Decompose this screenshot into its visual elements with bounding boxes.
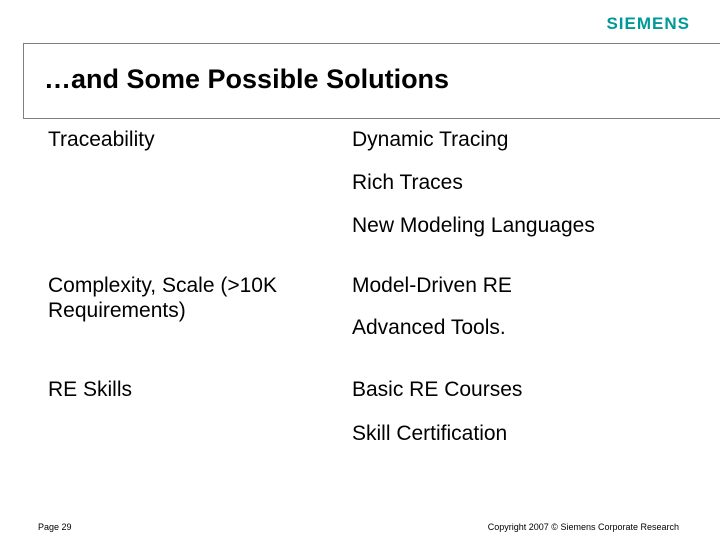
problem-traceability: Traceability xyxy=(48,128,155,151)
solution-skill-certification: Skill Certification xyxy=(352,422,508,445)
problem-re-skills: RE Skills xyxy=(48,378,133,401)
problem-complexity-scale: Complexity, Scale (>10K Requirements) xyxy=(48,274,277,322)
solution-basic-re-courses: Basic RE Courses xyxy=(352,378,523,401)
copyright-notice: Copyright 2007 © Siemens Corporate Research xyxy=(487,522,679,532)
siemens-logo: SIEMENS xyxy=(606,14,690,33)
solution-new-modeling-languages: New Modeling Languages xyxy=(352,214,595,237)
solution-model-driven-re: Model-Driven RE xyxy=(352,274,512,297)
solution-advanced-tools: Advanced Tools. xyxy=(352,316,506,339)
page-number: Page 29 xyxy=(38,522,72,532)
solution-rich-traces: Rich Traces xyxy=(352,171,463,194)
solution-dynamic-tracing: Dynamic Tracing xyxy=(352,128,509,151)
slide-title: …and Some Possible Solutions xyxy=(44,64,450,94)
